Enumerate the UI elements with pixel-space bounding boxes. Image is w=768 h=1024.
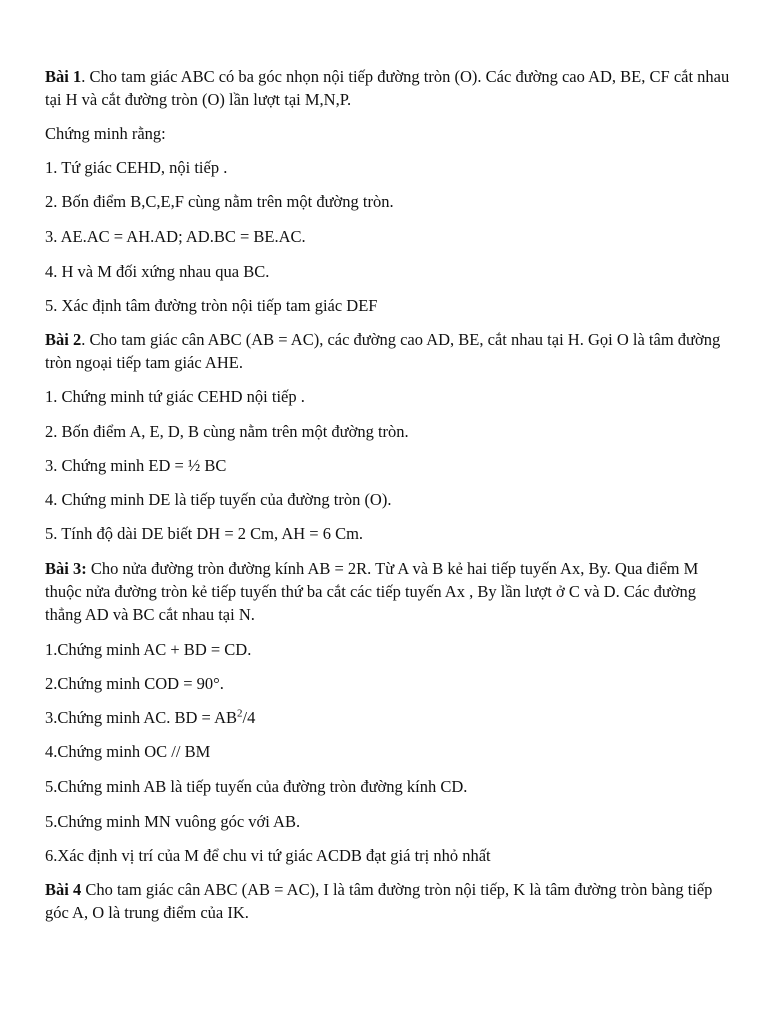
bai3-item-3-suffix: /4 — [242, 708, 256, 727]
bai3-item-5a: 5.Chứng minh AB là tiếp tuyến của đường tròn đường kính CD. — [45, 777, 468, 796]
bai1-item-1: 1. Tứ giác CEHD, nội tiếp . — [45, 158, 228, 177]
bai4-paragraph — [45, 878, 735, 924]
bai3-intro: Cho nửa đường tròn đường kính AB = 2R. Từ A và B kẻ hai tiếp tuyến Ax, By. Qua điểm M thuộc nửa đường tròn kẻ tiếp tuyến thứ ba cắt các tiếp tuyến Ax , By lần lượt ở C và D. Các đường thẳng AD và BC cắt nhau tại N. — [45, 559, 699, 624]
bai3-item-3 — [45, 707, 735, 729]
bai2-paragraph — [45, 328, 735, 374]
bai3-item-6: 6.Xác định vị trí của M để chu vi tứ giác ACDB đạt giá trị nhỏ nhất — [45, 846, 491, 865]
bai3-item-2: 2.Chứng minh COD = 90°. — [45, 674, 224, 693]
bai3-item-5b: 5.Chứng minh MN vuông góc với AB. — [45, 812, 301, 831]
bai2-item-3: 3. Chứng minh ED = ½ BC — [45, 456, 227, 475]
bai3-item-1: 1.Chứng minh AC + BD = CD. — [45, 640, 252, 659]
bai1-item-2: 2. Bốn điểm B,C,E,F cùng nằm trên một đường tròn. — [45, 192, 394, 211]
bai1-label: Bài 1 — [45, 67, 82, 86]
bai1-paragraph — [45, 65, 735, 111]
bai2-intro: . Cho tam giác cân ABC (AB = AC), các đường cao AD, BE, cắt nhau tại H. Gọi O là tâm đường tròn ngoại tiếp tam giác AHE. — [45, 330, 721, 372]
bai3-label: Bài 3: — [45, 559, 87, 578]
bai3-item-3-text: 3.Chứng minh AC. BD = AB — [45, 708, 237, 727]
bai4-label: Bài 4 — [45, 880, 82, 899]
bai1-item-4: 4. H và M đối xứng nhau qua BC. — [45, 262, 270, 281]
bai1-intro: . Cho tam giác ABC có ba góc nhọn nội tiếp đường tròn (O). Các đường cao AD, BE, CF cắt nhau tại H và cắt đường tròn (O) lần lượt tại M,N,P. — [45, 67, 730, 109]
bai2-item-5: 5. Tính độ dài DE biết DH = 2 Cm, AH = 6 Cm. — [45, 524, 364, 543]
bai2-item-2: 2. Bốn điểm A, E, D, B cùng nằm trên một đường tròn. — [45, 422, 409, 441]
bai3-paragraph — [45, 557, 735, 626]
bai1-item-5: 5. Xác định tâm đường tròn nội tiếp tam giác DEF — [45, 296, 378, 315]
bai1-prompt: Chứng minh rằng: — [45, 124, 166, 143]
bai1-item-3: 3. AE.AC = AH.AD; AD.BC = BE.AC. — [45, 227, 306, 246]
bai3-item-3-exponent: 2 — [237, 707, 243, 720]
bai2-item-4: 4. Chứng minh DE là tiếp tuyến của đường tròn (O). — [45, 490, 392, 509]
bai2-item-1: 1. Chứng minh tứ giác CEHD nội tiếp . — [45, 387, 305, 406]
bai3-item-4: 4.Chứng minh OC // BM — [45, 742, 211, 761]
bai2-label: Bài 2 — [45, 330, 82, 349]
bai4-intro: Cho tam giác cân ABC (AB = AC), I là tâm đường tròn nội tiếp, K là tâm đường tròn bàng tiếp góc A, O là trung điểm của IK. — [45, 880, 713, 922]
